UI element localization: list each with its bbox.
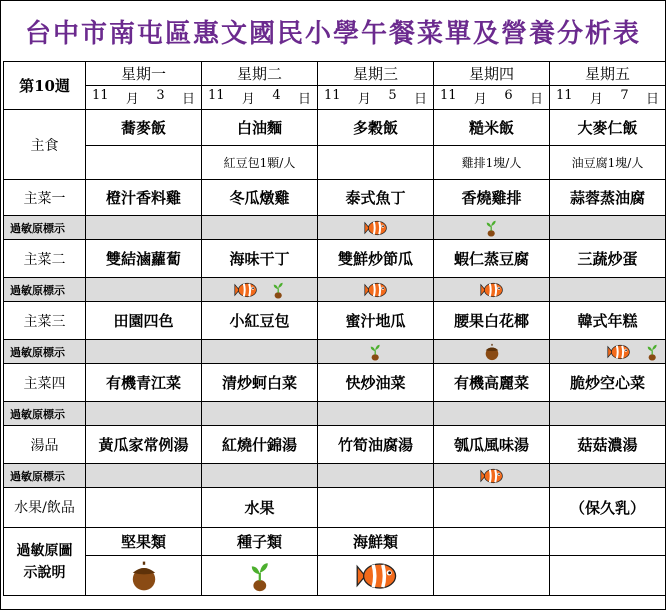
- staple-extra-1: [86, 146, 202, 180]
- date-5: 11 月 7 日: [550, 86, 666, 110]
- main2-5: 三蔬炒蛋: [550, 240, 666, 278]
- soup-allergen-row: [4, 464, 666, 488]
- main3-1: 田園四色: [86, 302, 202, 340]
- main1-1: 橙汁香料雞: [86, 180, 202, 216]
- main1-allergen-4: [434, 216, 550, 240]
- date-4: 11 月 6 日: [434, 86, 550, 110]
- weekday-3: 星期三: [318, 62, 434, 86]
- staple-1: 蕎麥飯: [86, 110, 202, 146]
- page-title: 台中市南屯區惠文國民小學午餐菜單及營養分析表: [24, 18, 641, 49]
- main4-allergen-5: [550, 402, 666, 426]
- legend-seed-label: 種子類: [202, 528, 318, 556]
- main3-5: 韓式年糕: [550, 302, 666, 340]
- soup-allergen-5: [550, 464, 666, 488]
- weekday-4: 星期四: [434, 62, 550, 86]
- seafood-icon: [354, 560, 397, 592]
- main4-2: 清炒蚵白菜: [202, 364, 318, 402]
- main3-4: 腰果白花椰: [434, 302, 550, 340]
- main1-label: 主菜一: [4, 180, 86, 216]
- main4-allergen-3: [318, 402, 434, 426]
- staple-extra-5: 油豆腐1塊/人: [550, 146, 666, 180]
- legend-seafood-label: 海鮮類: [318, 528, 434, 556]
- soup-4: 瓠瓜風味湯: [434, 426, 550, 464]
- main1-2: 冬瓜燉雞: [202, 180, 318, 216]
- main4-allergen-row: [4, 402, 666, 426]
- date-3: 11 月 5 日: [318, 86, 434, 110]
- weekday-2: 星期二: [202, 62, 318, 86]
- main4-4: 有機高麗菜: [434, 364, 550, 402]
- weekday-row: [4, 62, 666, 86]
- seed-icon: [645, 343, 659, 361]
- staple-4: 糙米飯: [434, 110, 550, 146]
- nut-icon: [128, 560, 160, 592]
- soup-allergen-1: [86, 464, 202, 488]
- main3-allergen-2: [202, 340, 318, 364]
- soup-allergen-2: [202, 464, 318, 488]
- staple-row: [4, 110, 666, 146]
- main3-2: 小紅豆包: [202, 302, 318, 340]
- fruit-3: [318, 488, 434, 528]
- main3-label: 主菜三: [4, 302, 86, 340]
- seafood-icon: [479, 281, 503, 299]
- staple-2: 白油麵: [202, 110, 318, 146]
- staple-extra-row: [4, 146, 666, 180]
- legend-nut-cell: [86, 556, 202, 596]
- allergen-label: 過敏原標示: [4, 216, 86, 240]
- staple-3: 多穀飯: [318, 110, 434, 146]
- soup-2: 紅燒什錦湯: [202, 426, 318, 464]
- main1-row: [4, 180, 666, 216]
- main2-3: 雙鮮炒節瓜: [318, 240, 434, 278]
- main2-row: [4, 240, 666, 278]
- soup-allergen-4: [434, 464, 550, 488]
- nut-icon: [483, 343, 501, 361]
- main1-allergen-row: [4, 216, 666, 240]
- main2-allergen-row: [4, 278, 666, 302]
- main1-3: 泰式魚丁: [318, 180, 434, 216]
- main2-allergen-5: [550, 278, 666, 302]
- soup-5: 菇菇濃湯: [550, 426, 666, 464]
- seafood-icon: [363, 281, 387, 299]
- allergen-label: 過敏原標示: [4, 340, 86, 364]
- seed-icon: [271, 281, 285, 299]
- seafood-icon: [363, 219, 387, 237]
- main3-allergen-1: [86, 340, 202, 364]
- seafood-icon: [606, 343, 630, 361]
- main4-1: 有機青江菜: [86, 364, 202, 402]
- fruit-row: [4, 488, 666, 528]
- legend-empty-5b: [550, 556, 666, 596]
- fruit-4: [434, 488, 550, 528]
- fruit-label: 水果/飲品: [4, 488, 86, 528]
- staple-5: 大麥仁飯: [550, 110, 666, 146]
- main2-4: 蝦仁蒸豆腐: [434, 240, 550, 278]
- date-2: 11 月 4 日: [202, 86, 318, 110]
- allergen-label: 過敏原標示: [4, 278, 86, 302]
- date-row: [4, 86, 666, 110]
- main2-label: 主菜二: [4, 240, 86, 278]
- date-1: 11 月 3 日: [86, 86, 202, 110]
- week-label: 第10週: [4, 62, 86, 110]
- main2-allergen-1: [86, 278, 202, 302]
- main1-5: 蒜蓉蒸油腐: [550, 180, 666, 216]
- soup-1: 黃瓜家常例湯: [86, 426, 202, 464]
- main2-1: 雙結滷蘿蔔: [86, 240, 202, 278]
- main1-allergen-3: [318, 216, 434, 240]
- legend-label-row: [4, 528, 666, 556]
- legend-nut-label: 堅果類: [86, 528, 202, 556]
- allergen-label: 過敏原標示: [4, 402, 86, 426]
- staple-extra-2: 紅豆包1顆/人: [202, 146, 318, 180]
- soup-row: [4, 426, 666, 464]
- staple-extra-4: 雞排1塊/人: [434, 146, 550, 180]
- legend-seafood-cell: [318, 556, 434, 596]
- main4-row: [4, 364, 666, 402]
- legend-empty-4: [434, 528, 550, 556]
- seafood-icon: [233, 281, 257, 299]
- main2-allergen-3: [318, 278, 434, 302]
- main3-row: [4, 302, 666, 340]
- main1-allergen-1: [86, 216, 202, 240]
- legend-empty-5: [550, 528, 666, 556]
- weekday-5: 星期五: [550, 62, 666, 86]
- main1-4: 香燒雞排: [434, 180, 550, 216]
- main4-5: 脆炒空心菜: [550, 364, 666, 402]
- legend-icon-row: [4, 556, 666, 596]
- seed-icon: [368, 343, 382, 361]
- legend-seed-cell: [202, 556, 318, 596]
- main1-allergen-2: [202, 216, 318, 240]
- main4-label: 主菜四: [4, 364, 86, 402]
- fruit-5: （保久乳）: [550, 488, 666, 528]
- seafood-icon: [479, 467, 503, 485]
- main4-allergen-1: [86, 402, 202, 426]
- main4-3: 快炒油菜: [318, 364, 434, 402]
- main2-2: 海味干丁: [202, 240, 318, 278]
- main2-allergen-2: [202, 278, 318, 302]
- main2-allergen-4: [434, 278, 550, 302]
- legend-empty-4b: [434, 556, 550, 596]
- soup-label: 湯品: [4, 426, 86, 464]
- allergen-label: 過敏原標示: [4, 464, 86, 488]
- main3-3: 蜜汁地瓜: [318, 302, 434, 340]
- fruit-1: [86, 488, 202, 528]
- weekday-1: 星期一: [86, 62, 202, 86]
- main3-allergen-3: [318, 340, 434, 364]
- staple-extra-3: [318, 146, 434, 180]
- soup-allergen-3: [318, 464, 434, 488]
- seed-icon: [484, 219, 498, 237]
- legend-label: 過敏原圖示說明: [4, 528, 86, 596]
- main1-allergen-5: [550, 216, 666, 240]
- soup-3: 竹筍油腐湯: [318, 426, 434, 464]
- fruit-2: 水果: [202, 488, 318, 528]
- main3-allergen-4: [434, 340, 550, 364]
- menu-table: [3, 61, 666, 596]
- main3-allergen-row: [4, 340, 666, 364]
- main4-allergen-4: [434, 402, 550, 426]
- main4-allergen-2: [202, 402, 318, 426]
- main3-allergen-5: [550, 340, 666, 364]
- seed-icon: [247, 560, 273, 592]
- staple-label: 主食: [4, 110, 86, 180]
